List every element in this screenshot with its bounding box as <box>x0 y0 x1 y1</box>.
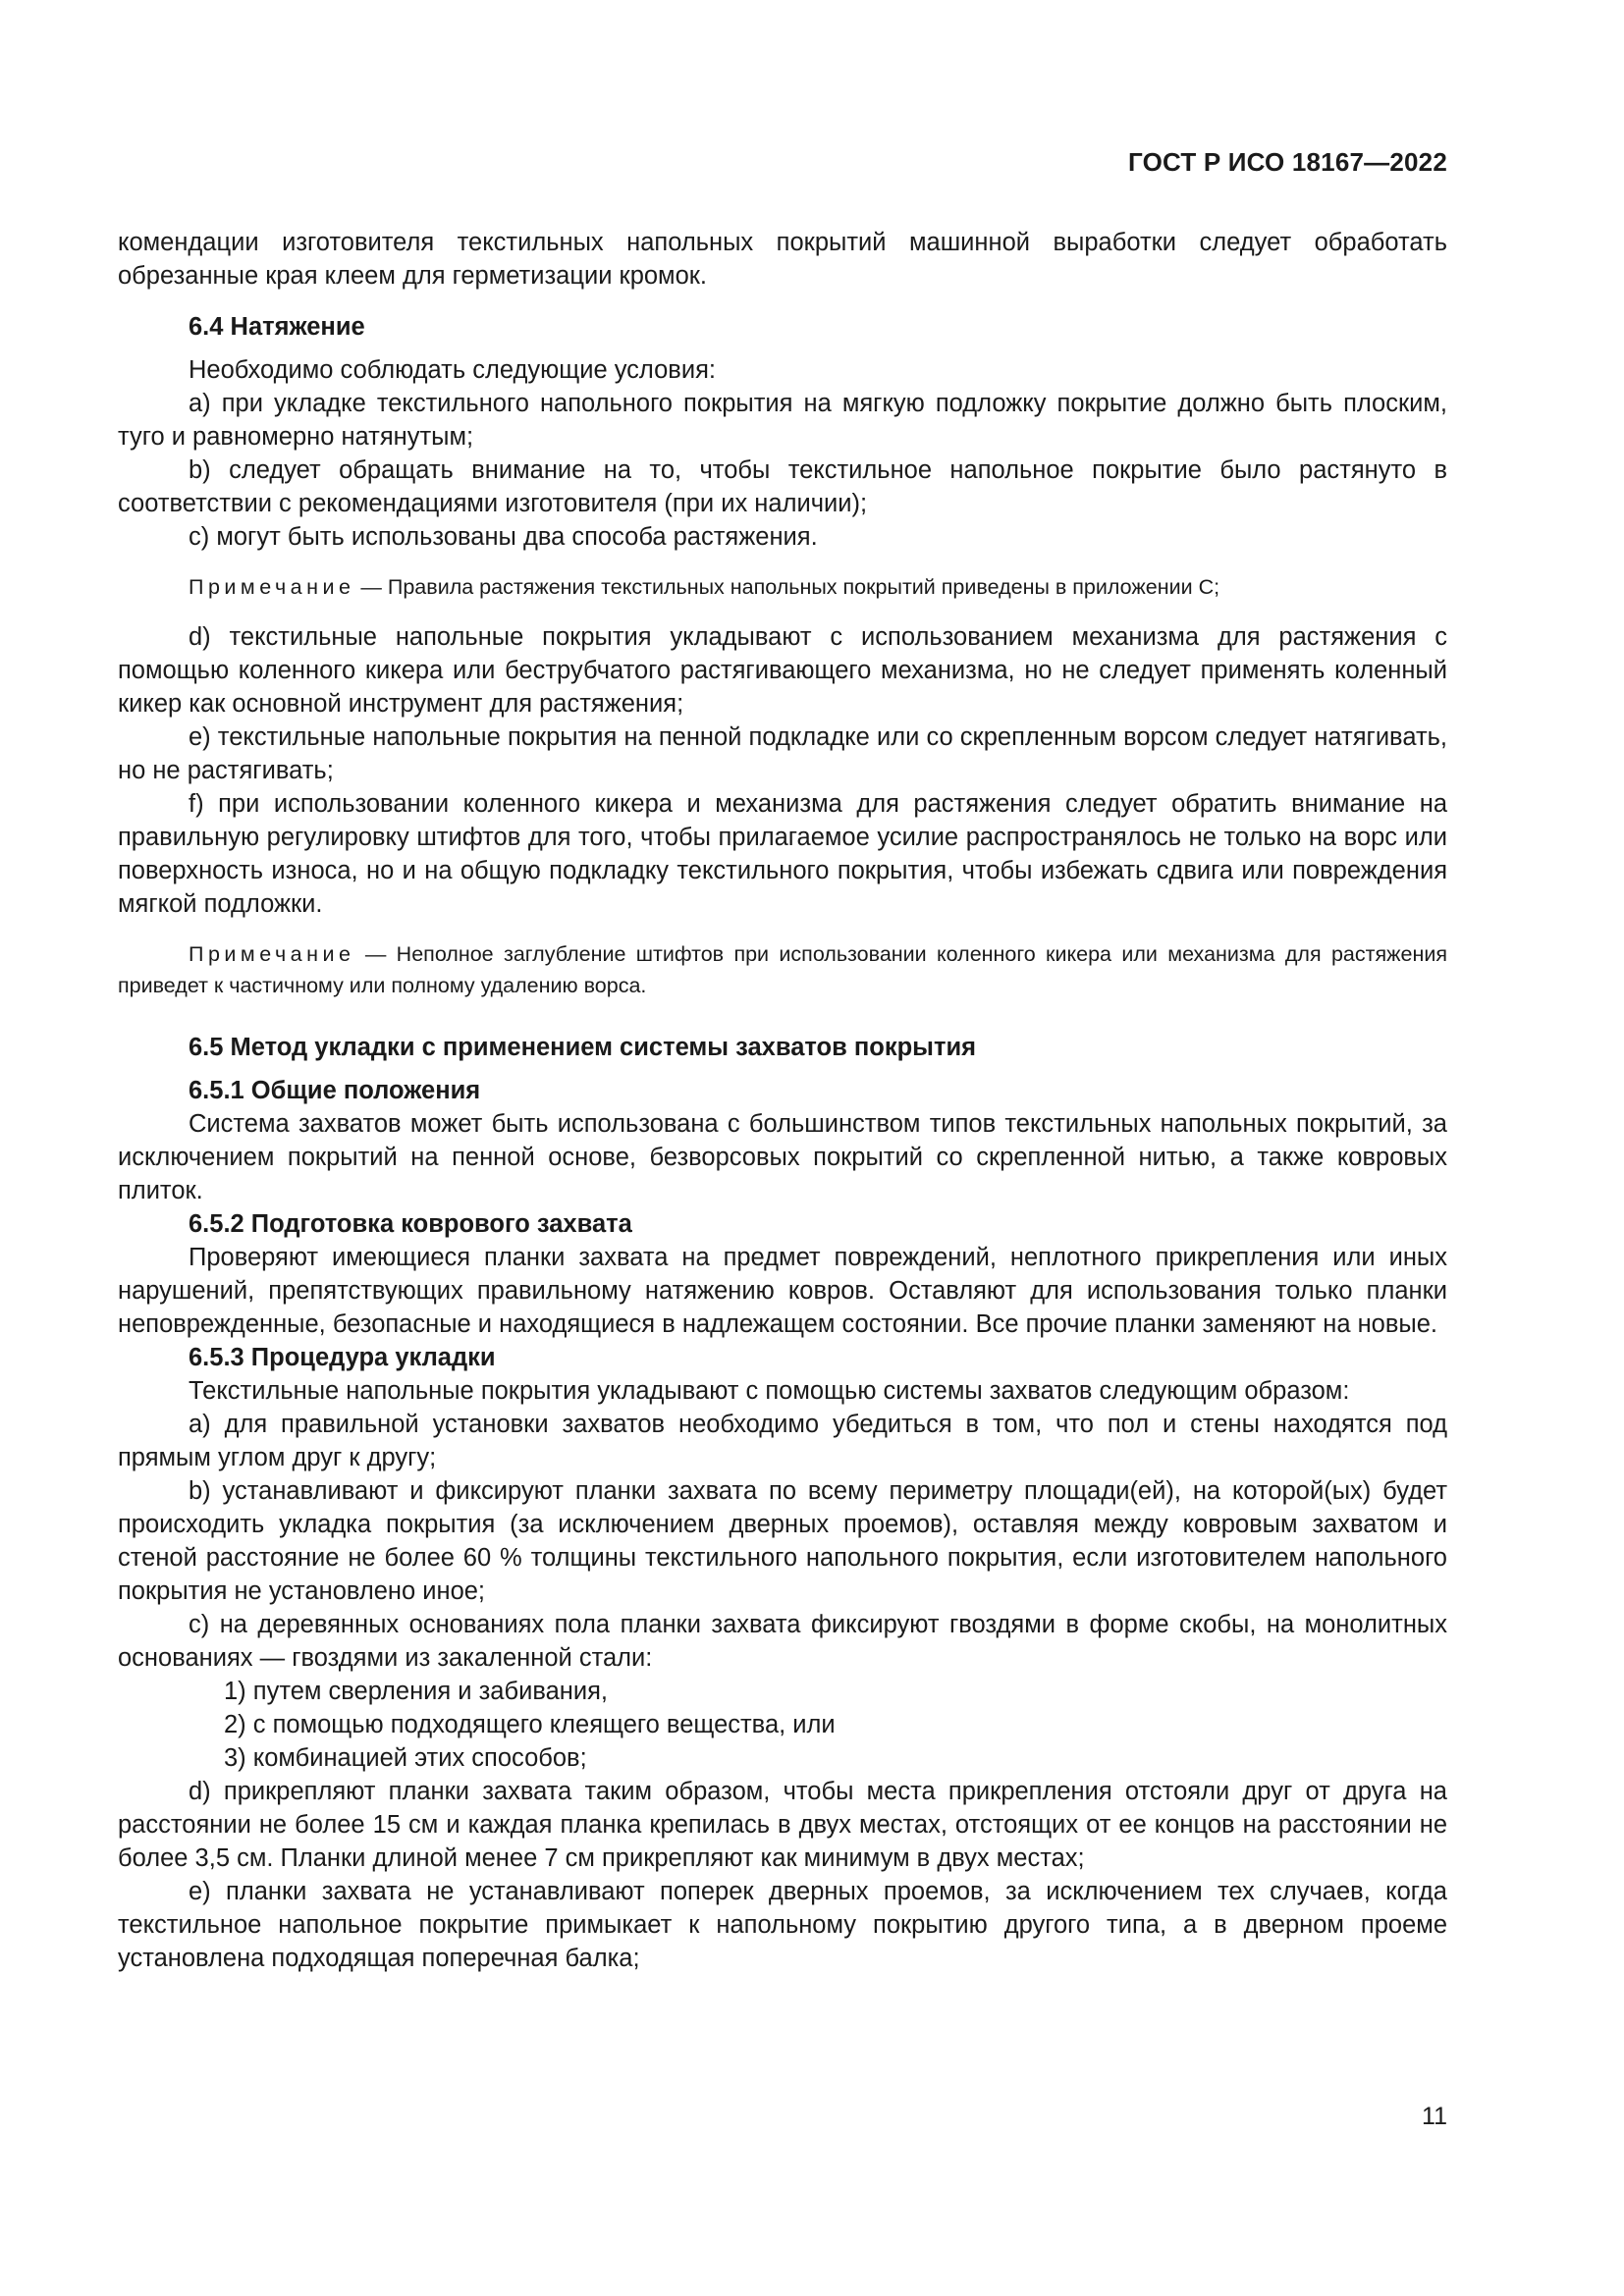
note-2-text: — Неполное заглубление штифтов при использовании коленного кикера или механизма для растяжения приведет к частичному или полному удалению ворса. <box>118 942 1447 997</box>
section-6-5-2-title: 6.5.2 Подготовка коврового захвата <box>189 1210 632 1238</box>
item-6-5-3-c: c) на деревянных основаниях пола планки захвата фиксируют гвоздями в форме скобы, на монолитных основаниях — гвоздями из закаленной стали: <box>118 1611 1447 1672</box>
section-6-5-1-text: Система захватов может быть использована с большинством типов текстильных напольных покрытий, за исключением покрытий на пенной основе, безворсовых покрытий со скрепленной нитью, а также ковровых плиток. <box>118 1110 1447 1204</box>
item-6-4-e: e) текстильные напольные покрытия на пенной подкладке или со скрепленным ворсом следует натягивать, но не растягивать; <box>118 723 1447 784</box>
note-1-text: — Правила растяжения текстильных напольных покрытий приведены в приложении С; <box>354 575 1220 599</box>
item-6-4-c: c) могут быть использованы два способа растяжения. <box>189 523 818 551</box>
item-6-4-f: f) при использовании коленного кикера и механизма для растяжения следует обратить внимание на правильную регулировку штифтов для того, чтобы прилагаемое усилие распространялось не только на ворс или поверхность износа, но и на общую подкладку текстильного покрытия, чтобы избежать сдвига или повреждения мягкой подложки. <box>118 790 1447 918</box>
item-6-5-3-c-2: 2) с помощью подходящего клеящего вещества, или <box>224 1711 836 1738</box>
section-6-5-3-title: 6.5.3 Процедура укладки <box>189 1344 496 1371</box>
note-2-label: Примечание <box>189 942 355 966</box>
item-6-5-3-c-1: 1) путем сверления и забивания, <box>224 1678 609 1705</box>
section-6-5-2-text: Проверяют имеющиеся планки захвата на предмет повреждений, неплотного прикрепления или иных нарушений, препятствующих правильному натяжению ковров. Оставляют для использования только планки неповрежденные, безопасные и находящиеся в надлежащем состоянии. Все прочие планки заменяют на новые. <box>118 1244 1447 1338</box>
item-6-4-d: d) текстильные напольные покрытия укладывают с использованием механизма для растяжения с помощью коленного кикера или беструбчатого растягивающего механизма, но не следует применять коленный кикер как основной инструмент для растяжения; <box>118 623 1447 718</box>
item-6-5-3-e: e) планки захвата не устанавливают поперек дверных проемов, за исключением тех случаев, когда текстильное напольное покрытие примыкает к напольному покрытию другого типа, а в дверном проеме установлена подходящая поперечная балка; <box>118 1878 1447 1972</box>
document-body <box>118 226 1447 1975</box>
note-1 <box>118 571 1447 603</box>
section-6-5-1-title: 6.5.1 Общие положения <box>189 1077 481 1104</box>
note-2 <box>118 938 1447 1001</box>
section-6-5-3-intro: Текстильные напольные покрытия укладывают с помощью системы захватов следующим образом: <box>189 1377 1350 1405</box>
item-6-4-b: b) следует обращать внимание на то, чтобы текстильное напольное покрытие было растянуто в соответствии с рекомендациями изготовителя (при их наличии); <box>118 456 1447 517</box>
page-number: 11 <box>1422 2103 1447 2130</box>
document-page <box>118 0 1447 2296</box>
note-1-label: Примечание <box>189 575 355 599</box>
continued-paragraph: комендации изготовителя текстильных напольных покрытий машинной выработки следует обработать обрезанные края клеем для герметизации кромок. <box>118 229 1447 290</box>
section-6-4-intro: Необходимо соблюдать следующие условия: <box>189 356 716 384</box>
section-6-5-title: 6.5 Метод укладки с применением системы захватов покрытия <box>189 1034 977 1061</box>
item-6-5-3-a: a) для правильной установки захватов необходимо убедиться в том, что пол и стены находятся под прямым углом друг к другу; <box>118 1411 1447 1471</box>
item-6-4-a: a) при укладке текстильного напольного покрытия на мягкую подложку покрытие должно быть плоским, туго и равномерно натянутым; <box>118 390 1447 451</box>
section-6-4-title: 6.4 Натяжение <box>189 313 365 341</box>
item-6-5-3-b: b) устанавливают и фиксируют планки захвата по всему периметру площади(ей), на которой(ых) будет происходить укладка покрытия (за исключением дверных проемов), оставляя между ковровым захватом и стеной расстояние не более 60 % толщины текстильного напольного покрытия, если изготовителем напольного покрытия не установлено иное; <box>118 1477 1447 1605</box>
document-code-header: ГОСТ Р ИСО 18167—2022 <box>1127 147 1447 177</box>
item-6-5-3-d: d) прикрепляют планки захвата таким образом, чтобы места прикрепления отстояли друг от друга на расстоянии не более 15 см и каждая планка крепилась в двух местах, отстоящих от ее концов на расстоянии не более 3,5 см. Планки длиной менее 7 см прикрепляют как минимум в двух местах; <box>118 1778 1447 1872</box>
item-6-5-3-c-3: 3) комбинацией этих способов; <box>224 1744 587 1772</box>
